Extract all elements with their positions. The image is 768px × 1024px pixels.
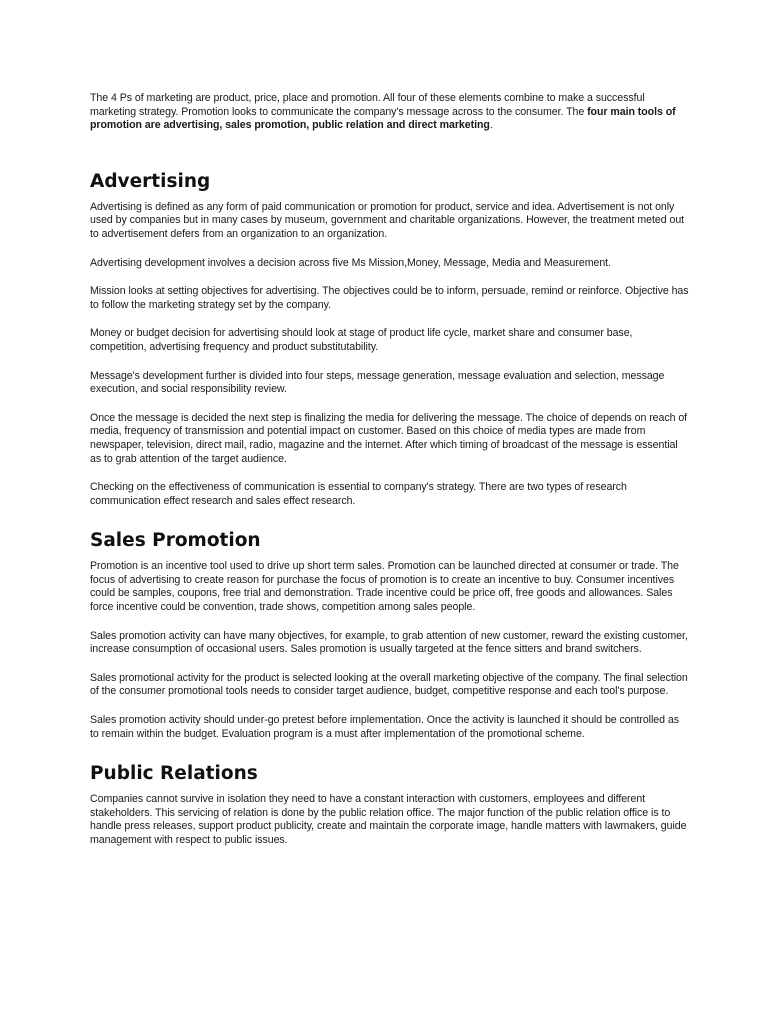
document-page: [90, 92, 690, 863]
advertising-paragraph-3: Mission looks at setting objectives for advertising. The objectives could be to inform, persuade, remind or reinforce. Objective has to follow the marketing strategy set by the company.: [90, 285, 689, 311]
heading-public-relations: Public Relations: [90, 763, 258, 785]
heading-advertising: Advertising: [90, 170, 211, 192]
public-relations-paragraph-1: Companies cannot survive in isolation they need to have a constant interaction with customers, employees and different stakeholders. This servicing of relation is done by the public relation office. The major function of the public relation office is to handle press releases, support product publicity, create and maintain the corporate image, handle matters with lawmakers, guide management with respect to public issues.: [90, 793, 687, 846]
intro-text-1: The 4 Ps of marketing are product, price, place and promotion. All four of these elements combine to make a successful marketing strategy. Promotion looks to communicate the company's message across to the consumer. The: [90, 92, 645, 118]
sales-promotion-paragraph-3: Sales promotional activity for the product is selected looking at the overall marketing objective of the company. The final selection of the consumer promotional tools needs to consider target audience, budget, competitive response and each tool's purpose.: [90, 671, 688, 698]
advertising-paragraph-6: Once the message is decided the next step is finalizing the media for delivering the message. The choice of depends on reach of media, frequency of transmission and potential impact on customer. Based on this choice of media types are made from newspaper, television, direct mail, radio, magazine and the internet. After which timing of broadcast of the message is essential as to grab attention of the target audience.: [90, 411, 688, 465]
sales-promotion-paragraph-4: Sales promotion activity should under-go pretest before implementation. Once the activity is launched it should be controlled as to remain within the budget. Evaluation program is a must after implementation of the promotional scheme.: [90, 714, 679, 740]
heading-sales-promotion: Sales Promotion: [90, 530, 261, 552]
advertising-paragraph-5: Message's development further is divided into four steps, message generation, message evaluation and selection, message execution, and social responsibility review.: [90, 369, 665, 396]
advertising-paragraph-7: Checking on the effectiveness of communication is essential to company's strategy. There are two types of research communication effect research and sales effect research.: [90, 481, 627, 507]
sales-promotion-paragraph-1: Promotion is an incentive tool used to drive up short term sales. Promotion can be launched directed at consumer or trade. The focus of advertising to create reason for purchase the focus of promotion is to create an incentive to buy. Consumer incentives could be samples, coupons, free trial and demonstration. Trade incentive could be price off, free goods and allowances. Sales force incentive could be convention, trade shows, competition among sales people.: [90, 560, 679, 614]
intro-paragraph: [90, 92, 690, 133]
intro-bold-text: four main tools of promotion are advertising, sales promotion, public relation and direct marketing: [90, 105, 676, 132]
advertising-paragraph-4: Money or budget decision for advertising should look at stage of product life cycle, market share and consumer base, competition, advertising frequency and product substitutability.: [90, 327, 633, 353]
advertising-paragraph-1: Advertising is defined as any form of paid communication or promotion for product, service and idea. Advertisement is not only used by companies but in many cases by museum, government and charitable organizations. However, the treatment meted out to advertisement defers from an organization to an organization.: [90, 200, 685, 240]
advertising-paragraph-2: Advertising development involves a decision across five Ms Mission,Money, Message, Media and Measurement.: [90, 256, 611, 269]
sales-promotion-paragraph-2: Sales promotion activity can have many objectives, for example, to grab attention of new customer, reward the existing customer, increase consumption of occasional users. Sales promotion is usually targeted at the fence sitters and brand switchers.: [90, 629, 688, 656]
intro-text-2: .: [489, 119, 493, 132]
